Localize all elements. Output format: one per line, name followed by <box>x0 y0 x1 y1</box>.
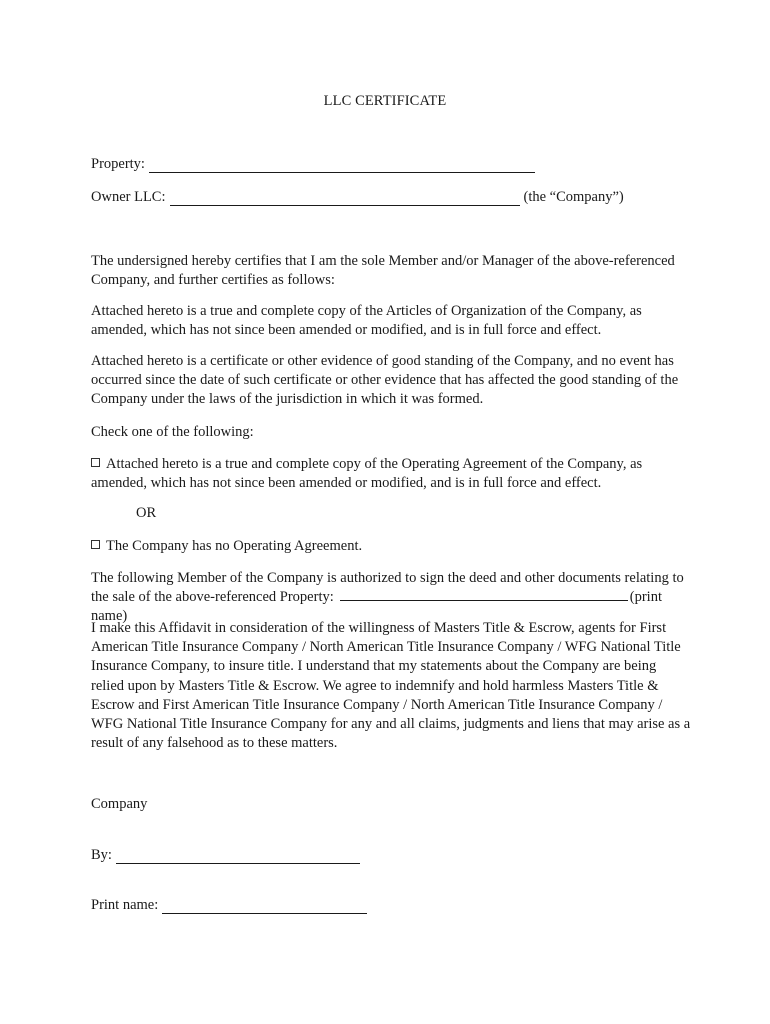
print-name-blank[interactable] <box>162 899 367 914</box>
option-no-agreement-text: The Company has no Operating Agreement. <box>106 538 363 554</box>
authorized-name-blank[interactable] <box>340 588 628 601</box>
property-blank[interactable] <box>149 158 535 173</box>
checkbox-no-agreement[interactable] <box>91 540 100 549</box>
articles-paragraph: Attached hereto is a true and complete copy of the Articles of Organization of the Company, as amended, which has not since been amended or modified, and is in full force and effect. <box>91 303 642 339</box>
owner-suffix: (the “Company”) <box>523 189 624 205</box>
authorized-text: The following Member of the Company is authorized to sign the deed and other documents relating to the sale of the above-referenced Property: <box>91 570 684 606</box>
or-label: OR <box>136 505 157 521</box>
print-name-field <box>91 897 371 914</box>
owner-blank[interactable] <box>170 191 520 206</box>
company-label <box>91 796 147 813</box>
authorized-suffix: (print name) <box>91 589 662 625</box>
company-label-text: Company <box>91 796 148 812</box>
option-operating-agreement <box>91 455 691 493</box>
checkbox-operating-agreement[interactable] <box>91 458 100 467</box>
property-label: Property: <box>91 156 145 172</box>
intro-paragraph: The undersigned hereby certifies that I am the sole Member and/or Manager of the above-referenced Company, and further certifies as follows: <box>91 253 675 289</box>
print-name-label: Print name: <box>91 897 159 913</box>
by-field <box>91 847 364 864</box>
owner-label: Owner LLC: <box>91 189 166 205</box>
by-signature-blank[interactable] <box>116 849 360 864</box>
option-no-agreement <box>91 537 691 556</box>
standing-paragraph: Attached hereto is a certificate or other evidence of good standing of the Company, and no event has occurred since the date of such certificate or other evidence that has affected the good standing of the Company under the laws of the jurisdiction in which it was formed. <box>91 353 679 408</box>
check-label: Check one of the following: <box>91 424 254 440</box>
option-operating-text: Attached hereto is a true and complete copy of the Operating Agreement of the Company, as amended, which has not since been amended or modified, and is in full force and effect. <box>91 456 643 492</box>
owner-field <box>91 189 624 206</box>
affidavit-paragraph: I make this Affidavit in consideration of the willingness of Masters Title & Escrow, agents for First American Title Insurance Company / North American Title Insurance Company / WFG National Title Insurance Company, to insure title. I understand that my statements about the Company are being relied upon by Masters Title & Escrow. We agree to indemnify and hold harmless Masters Title & Escrow and First American Title Insurance Company / North American Title Insurance Company / WFG National Title Insurance Company for any and all claims, judgments and liens that may arise as a result of any falsehood as to these matters. <box>91 620 691 752</box>
property-field <box>91 156 539 173</box>
document-title: LLC CERTIFICATE <box>323 93 447 109</box>
by-label: By: <box>91 847 112 863</box>
authorized-paragraph <box>91 569 691 627</box>
